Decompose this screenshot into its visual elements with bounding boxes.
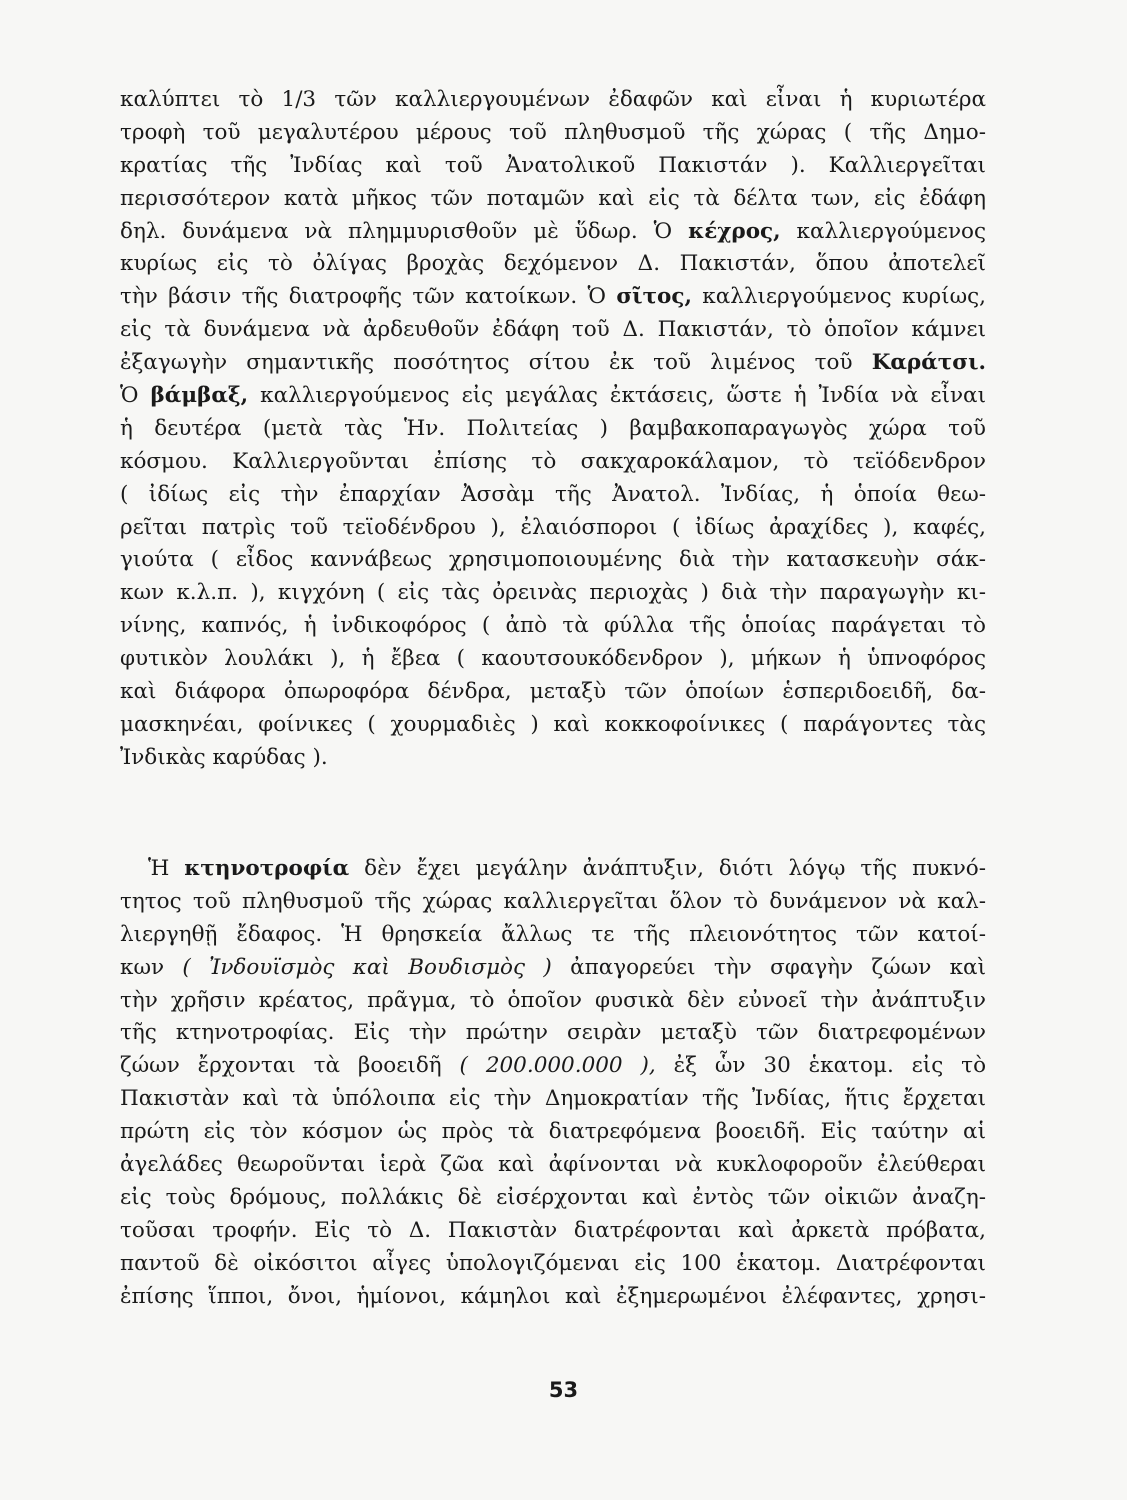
text-line: τητος τοῦ πληθυσμοῦ τῆς χώρας καλλιεργεῖται ὅλον τὸ δυνάμενον νὰ καλ- bbox=[120, 888, 986, 914]
text-line: πρώτη εἰς τὸν κόσμον ὡς πρὸς τὰ διατρεφόμενα βοοειδῆ. Εἰς ταύτην αἱ bbox=[120, 1119, 986, 1145]
text-line: νίνης, καπνός, ἡ ἰνδικοφόρος ( ἀπὸ τὰ φύλλα τῆς ὁποίας παράγεται τὸ bbox=[120, 613, 986, 639]
bold-term-cotton: βάμβαξ, bbox=[150, 383, 249, 409]
text-segment: τὴν βάσιν τῆς διατροφῆς τῶν κατοίκων. Ὁ bbox=[120, 284, 617, 310]
text-line bbox=[120, 281, 986, 314]
text-line bbox=[120, 1050, 986, 1083]
text-line: καὶ διάφορα ὀπωροφόρα δένδρα, μεταξὺ τῶν ὁποίων ἑσπεριδοειδῆ, δα- bbox=[120, 679, 986, 705]
text-line bbox=[120, 216, 986, 249]
text-line: Ἰνδικὰς καρύδας ). bbox=[120, 744, 328, 770]
text-segment: ζώων ἔρχονται τὰ βοοειδῆ bbox=[120, 1053, 460, 1079]
bold-term-wheat: σῖτος, bbox=[616, 284, 692, 310]
text-line: φυτικὸν λουλάκι ), ἡ ἔβεα ( καουτσουκόδενδρον ), μήκων ἡ ὑπνοφόρος bbox=[120, 646, 986, 672]
text-line: κυρίως εἰς τὸ ὀλίγας βροχὰς δεχόμενον Δ. Πακιστάν, ὅπου ἀποτελεῖ bbox=[120, 251, 986, 277]
text-line bbox=[120, 347, 986, 380]
text-segment: Ἡ bbox=[148, 856, 185, 881]
paragraph-agriculture bbox=[120, 84, 986, 775]
text-line: ( ἰδίως εἰς τὴν ἐπαρχίαν Ἀσσὰμ τῆς Ἀνατολ. Ἰνδίας, ἡ ὁποία θεω- bbox=[120, 481, 986, 507]
text-line: ἡ δευτέρα (μετὰ τὰς Ἡν. Πολιτείας ) βαμβακοπαραγωγὸς χώρα τοῦ bbox=[120, 415, 986, 441]
text-line: κόσμου. Καλλιεργοῦνται ἐπίσης τὸ σακχαροκάλαμον, τὸ τεϊόδενδρον bbox=[120, 448, 986, 474]
text-segment: καλλιεργούμενος εἰς μεγάλας ἐκτάσεις, ὥστε ἡ Ἰνδία νὰ εἶναι bbox=[248, 383, 986, 409]
text-segment: καλλιεργούμενος κυρίως, bbox=[691, 284, 987, 310]
text-line bbox=[120, 380, 986, 413]
text-line: καλύπτει τὸ 1/3 τῶν καλλιεργουμένων ἐδαφῶν καὶ εἶναι ἡ κυριωτέρα bbox=[120, 87, 986, 112]
text-segment: ἐξ ὧν 30 ἑκατομ. εἰς τὸ bbox=[655, 1053, 987, 1079]
bold-term-millet: κέχρος, bbox=[688, 218, 781, 244]
text-line: εἰς τὰ δυνάμενα νὰ ἀρδευθοῦν ἐδάφη τοῦ Δ. Πακιστάν, τὸ ὁποῖον κάμνει bbox=[120, 317, 986, 343]
text-line: παντοῦ δὲ οἰκόσιτοι αἶγες ὑπολογιζόμεναι εἰς 100 ἑκατομ. Διατρέφονται bbox=[120, 1250, 986, 1276]
text-line: γιούτα ( εἶδος καννάβεως χρησιμοποιουμένης διὰ τὴν κατασκευὴν σάκ- bbox=[120, 547, 986, 573]
text-segment: ἐξαγωγὴν σημαντικῆς ποσότητος σίτου ἐκ τοῦ λιμένος τοῦ bbox=[120, 350, 872, 376]
text-line: μασκηνέαι, φοίνικες ( χουρμαδιὲς ) καὶ κοκκοφοίνικες ( παράγοντες τὰς bbox=[120, 711, 986, 737]
text-line: εἰς τοὺς δρόμους, πολλάκις δὲ εἰσέρχονται καὶ ἐντὸς τῶν οἰκιῶν ἀναζη- bbox=[120, 1184, 986, 1210]
text-line: κρατίας τῆς Ἰνδίας καὶ τοῦ Ἀνατολικοῦ Πακιστάν ). Καλλιεργεῖται bbox=[120, 152, 986, 178]
text-segment: δηλ. δυνάμενα νὰ πλημμυρισθοῦν μὲ ὕδωρ. Ὁ bbox=[120, 218, 689, 244]
text-segment: Ὁ bbox=[120, 383, 151, 409]
text-line: περισσότερον κατὰ μῆκος τῶν ποταμῶν καὶ εἰς τὰ δέλτα των, εἰς ἐδάφη bbox=[120, 185, 986, 211]
text-line: λιεργηθῇ ἔδαφος. Ἡ θρησκεία ἄλλως τε τῆς πλειονότητος τῶν κατοί- bbox=[120, 921, 986, 947]
paragraph-livestock bbox=[120, 853, 986, 1313]
text-segment: δὲν ἔχει μεγάλην ἀνάπτυξιν, διότι λόγῳ τῆς πυκνό- bbox=[349, 856, 986, 881]
text-line: τοῦσαι τροφήν. Εἰς τὸ Δ. Πακιστὰν διατρέφονται καὶ ἀρκετὰ πρόβατα, bbox=[120, 1217, 986, 1243]
text-line: ρεῖται πατρὶς τοῦ τεϊοδένδρου ), ἐλαιόσποροι ( ἰδίως ἀραχίδες ), καφές, bbox=[120, 514, 986, 540]
text-line: Πακιστὰν καὶ τὰ ὑπόλοιπα εἰς τὴν Δημοκρατίαν τῆς Ἰνδίας, ἥτις ἔρχεται bbox=[120, 1086, 986, 1112]
text-line: κων κ.λ.π. ), κιγχόνη ( εἰς τὰς ὀρεινὰς περιοχὰς ) διὰ τὴν παραγωγὴν κι- bbox=[120, 580, 986, 606]
bold-term-livestock: κτηνοτροφία bbox=[184, 856, 350, 881]
italic-religions: ( Ἰνδουϊσμὸς καὶ Βουδισμὸς ) bbox=[182, 954, 552, 980]
text-line: ἀγελάδες θεωροῦνται ἱερὰ ζῶα καὶ ἀφίνονται νὰ κυκλοφοροῦν ἐλεύθεραι bbox=[120, 1152, 986, 1178]
text-line: τὴν χρῆσιν κρέατος, πρᾶγμα, τὸ ὁποῖον φυσικὰ δὲν εὐνοεῖ τὴν ἀνάπτυξιν bbox=[120, 987, 986, 1013]
text-line: τροφὴ τοῦ μεγαλυτέρου μέρους τοῦ πληθυσμοῦ τῆς χώρας ( τῆς Δημο- bbox=[120, 119, 986, 145]
text-segment: ἀπαγορεύει τὴν σφαγὴν ζώων καὶ bbox=[551, 954, 987, 980]
text-segment: καλλιεργούμενος bbox=[780, 218, 986, 244]
text-line: ἐπίσης ἵπποι, ὄνοι, ἡμίονοι, κάμηλοι καὶ ἐξημερωμένοι ἐλέφαντες, χρησι- bbox=[120, 1283, 986, 1309]
text-line bbox=[120, 952, 986, 985]
bold-term-karachi: Καράτσι. bbox=[871, 350, 986, 376]
text-segment: κων bbox=[120, 954, 183, 980]
page-number: 53 bbox=[548, 1378, 579, 1402]
italic-cattle-count: ( 200.000.000 ), bbox=[459, 1053, 656, 1079]
text-line: τῆς κτηνοτροφίας. Εἰς τὴν πρώτην σειρὰν μεταξὺ τῶν διατρεφομένων bbox=[120, 1020, 986, 1046]
text-line bbox=[120, 853, 986, 886]
